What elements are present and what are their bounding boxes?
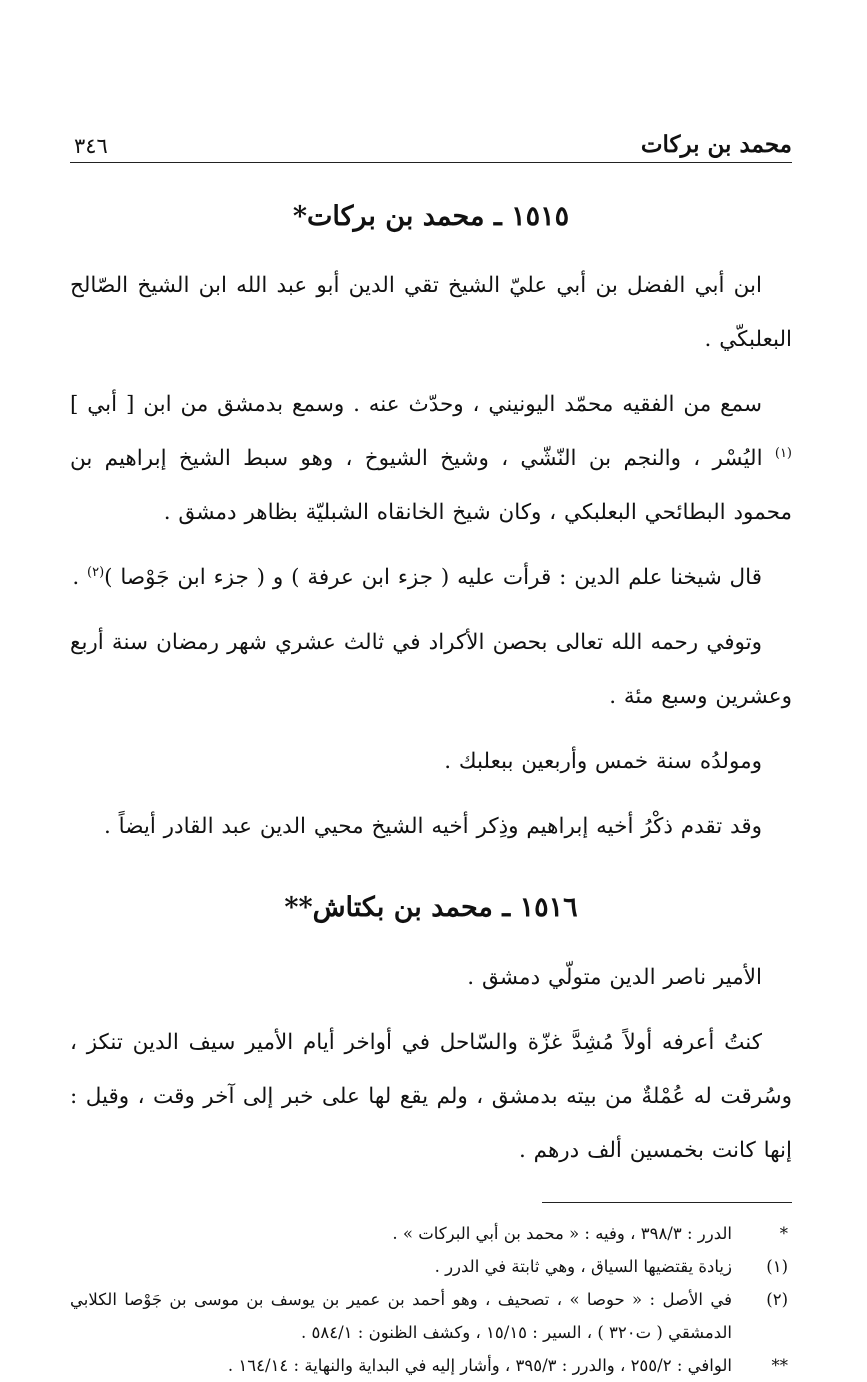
paragraph-text: سمع من الفقيه محمّد اليونيني ، وحدّث عنه . وسمع بدمشق من ابن [ أبي ] xyxy=(70,392,762,418)
footnote-text: زيادة يقتضيها السياق ، وهي ثابتة في الدرر . xyxy=(434,1256,732,1276)
footnote xyxy=(70,1283,792,1349)
page-number: ٣٤٦ xyxy=(74,134,108,158)
footnote-text: الدرر : ٣٩٨/٣ ، وفيه : « محمد بن أبي البركات » . xyxy=(392,1223,732,1243)
footnote-marker: * xyxy=(779,1223,788,1243)
paragraph xyxy=(70,1016,792,1178)
paragraph-text: وقد تقدم ذكْرُ أخيه إبراهيم وذِكر أخيه الشيخ محيي الدين عبد القادر أيضاً . xyxy=(104,814,762,840)
paragraph-text: ومولدُه سنة خمس وأربعين ببعلبك . xyxy=(444,749,762,775)
paragraph xyxy=(70,800,792,854)
paragraph-text: وتوفي رحمه الله تعالى بحصن الأكراد في ثالث عشري شهر رمضان سنة أربع وعشرين وسبع مئة . xyxy=(70,630,792,710)
footnote-reference[interactable]: (٢) xyxy=(87,565,105,581)
paragraph-text: قال شيخنا علم الدين : قرأت عليه ( جزء ابن عرفة ) و ( جزء ابن جَوْصا ) xyxy=(104,565,762,591)
paragraph-text: . xyxy=(72,565,88,591)
paragraph xyxy=(70,616,792,724)
paragraph xyxy=(70,378,792,540)
footnote-marker: (٢) xyxy=(766,1289,788,1309)
paragraph-text: اليُسْر ، والنجم بن النّشّي ، وشيخ الشيوخ ، وهو سبط الشيخ إبراهيم بن محمود البطائحي البعلبكي ، وكان شيخ الخانقاه الشبليّة بظاهر دمشق . xyxy=(70,446,792,526)
footnote-reference[interactable]: (١) xyxy=(774,446,792,462)
footnotes xyxy=(70,1217,792,1382)
footnote-marker: (١) xyxy=(766,1256,788,1276)
book-page xyxy=(70,118,792,1382)
paragraph xyxy=(70,259,792,367)
footnote-text: الوافي : ٢٥٥/٢ ، والدرر : ٣٩٥/٣ ، وأشار إليه في البداية والنهاية : ١٦٤/١٤ . xyxy=(227,1355,732,1375)
footnote-text: في الأصل : « حوصا » ، تصحيف ، وهو أحمد بن عمير بن يوسف بن موسى بن جَوْصا الكلابي الدمشقي ( ت٣٢٠ ) ، السير : ١٥/١٥ ، وكشف الظنون : ٥٨٤/١ . xyxy=(70,1289,732,1342)
running-title: محمد بن بركات xyxy=(640,131,792,158)
entry-title-1516: ١٥١٦ ـ محمد بن بكتاش** xyxy=(284,892,578,924)
paragraph-text: الأمير ناصر الدين متولّي دمشق . xyxy=(467,964,762,990)
footnote xyxy=(70,1250,792,1283)
footnote xyxy=(70,1217,792,1250)
footnote-marker: ** xyxy=(771,1355,788,1375)
paragraph xyxy=(70,551,792,605)
paragraph-text: ابن أبي الفضل بن أبي عليّ الشيخ تقي الدين أبو عبد الله ابن الشيخ الصّالح البعلبكّي . xyxy=(70,273,792,353)
paragraph-text: كنتُ أعرفه أولاً مُشِدَّ غزّة والسّاحل في أواخر أيام الأمير سيف الدين تنكز ، وسُرقت له عُمْلةٌ من بيته بدمشق ، ولم يقع لها على خبر إلى آخر وقت ، وقيل : إنها كانت بخمسين ألف درهم . xyxy=(70,1029,792,1163)
paragraph xyxy=(70,735,792,789)
paragraph xyxy=(70,951,792,1005)
entry-title-1515: ١٥١٥ ـ محمد بن بركات* xyxy=(292,201,570,232)
footnote xyxy=(70,1349,792,1382)
running-header xyxy=(70,118,792,163)
footnote-divider xyxy=(542,1202,792,1203)
